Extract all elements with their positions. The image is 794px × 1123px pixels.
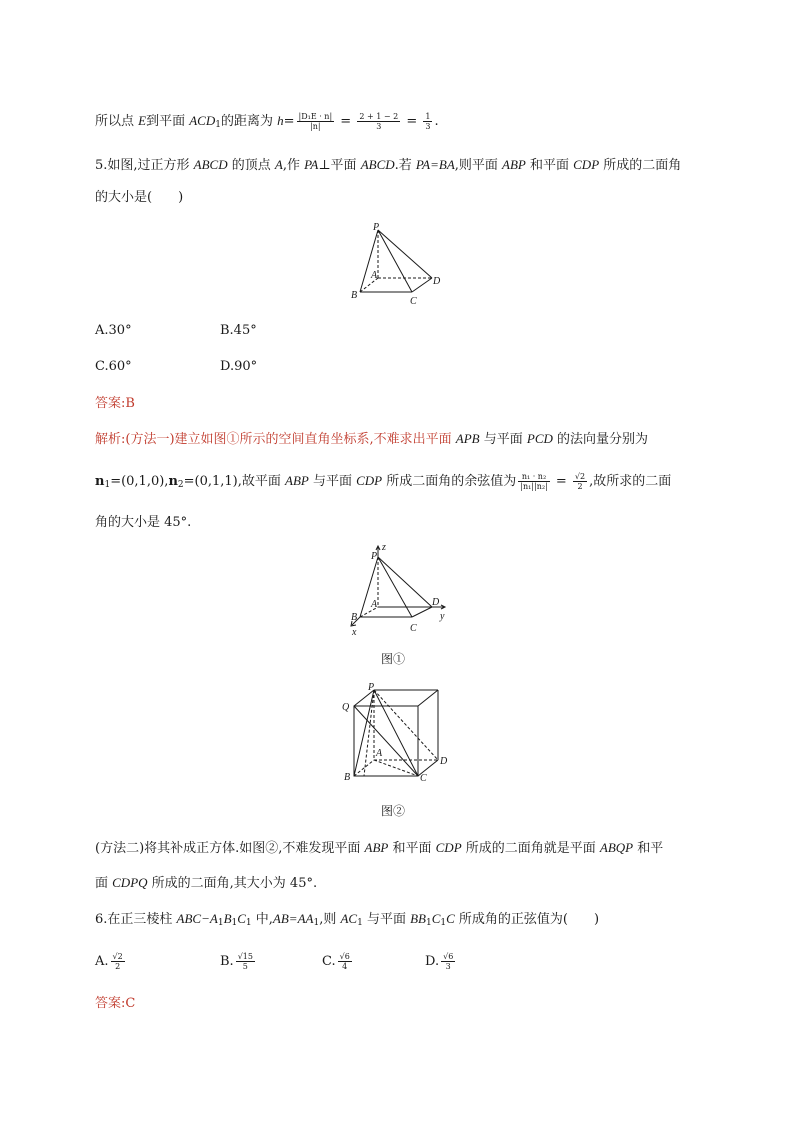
sqrt2-over-2: $\frac{√2}{2}$: [574, 472, 586, 491]
method-2-line-2: 面 CDPQ 所成的二面角,其大小为 45°.: [95, 875, 318, 891]
method-2-line-1: (方法二)将其补成正方体.如图②,不难发现平面 ABP 和平面 CDP 所成的二面角就是平面 ABQP 和平: [95, 840, 664, 856]
fig1-label-y: y: [440, 611, 445, 622]
fig1-label-B: B: [351, 612, 358, 623]
option-a: A.30°: [95, 323, 132, 338]
fig1-label-x: x: [352, 627, 357, 638]
fig2-label-C: C: [420, 773, 427, 784]
fig2-label-P: P: [368, 682, 375, 693]
option-d: D.90°: [220, 359, 258, 374]
label-B: B: [351, 290, 358, 301]
option-c: C.60°: [95, 359, 132, 374]
figure-2-cube: [338, 682, 458, 787]
solution-line-2: $n_1=(0,1,0),n_2=(0,1,1)$,故平面 ABP 与平面 CDP 所成二面角的余弦值为 $\frac{\text{n₁ · n₂}}{\text{|n₁||n₂|}}$ = $\frac{√2}{2}$ ,故所求的二面: [95, 472, 672, 491]
fig2-label-Q: Q: [342, 702, 350, 713]
label-P: P: [373, 222, 380, 233]
fig2-label-A: A: [376, 748, 383, 759]
label-D: D: [433, 276, 441, 287]
q6-option-d: D. $\frac{√6}{3}$: [425, 952, 454, 971]
figure-2-caption: 图②: [380, 804, 405, 818]
option-b: B.45°: [220, 323, 257, 338]
question-6-line: 6.在正三棱柱 $ABC-A_1B_1C_1$ 中$,AB=AA_1$,则 $AC_1$ 与平面 $BB_1C_1C$ 所成角的正弦值为( ): [95, 911, 600, 928]
fig2-label-D: D: [440, 756, 448, 767]
q6-option-b: B. $\frac{√15}{5}$: [220, 952, 253, 971]
distance-formula-line: 所以点 E到平面 $ACD_1$的距离为 h= $\frac{\text{|D₁E · n|}}{|n|}$ = $\frac{2 + 1 - 2}{3}$ = $\frac{1}{3}$ .: [95, 112, 439, 131]
answer-5: 答案:B: [95, 396, 135, 411]
answer-6: 答案:C: [95, 996, 136, 1011]
cosine-fraction: $\frac{\text{n₁ · n₂}}{\text{|n₁||n₂|}}$: [520, 472, 548, 491]
fraction-result: $\frac{1}{3}$: [425, 112, 431, 131]
fig1-label-z: z: [382, 542, 386, 553]
question-5-line-1: 5.如图,过正方形 ABCD 的顶点 A,作 PA⊥平面 ABCD.若 PA=BA,则平面 ABP 和平面 CDP 所成的二面角: [95, 157, 682, 173]
solution-line-1: 解析:(方法一)建立如图①所示的空间直角坐标系,不难求出平面 APB 与平面 PCD 的法向量分别为: [95, 431, 649, 447]
fraction-d1e-n: $\frac{\text{|D₁E · n|}}{|n|}$: [298, 112, 333, 131]
question-5-line-2: 的大小是( ): [95, 190, 184, 205]
fig1-label-P: P: [371, 551, 378, 562]
figure-1-coordinate-pyramid: [340, 542, 455, 640]
fraction-value: $\frac{2 + 1 - 2}{3}$: [359, 112, 399, 131]
label-C: C: [410, 296, 417, 307]
label-A: A: [371, 270, 378, 281]
pyramid-figure: [340, 222, 450, 312]
fig2-label-B: B: [344, 772, 351, 783]
q6-option-c: C. $\frac{√6}{4}$: [322, 952, 350, 971]
fig1-label-D: D: [432, 597, 440, 608]
figure-1-caption: 图①: [380, 652, 405, 666]
fig1-label-C: C: [410, 623, 417, 634]
q6-option-a: A. $\frac{√2}{2}$: [95, 952, 123, 971]
solution-line-3: 角的大小是 45°.: [95, 515, 192, 530]
fig1-label-A: A: [371, 599, 378, 610]
